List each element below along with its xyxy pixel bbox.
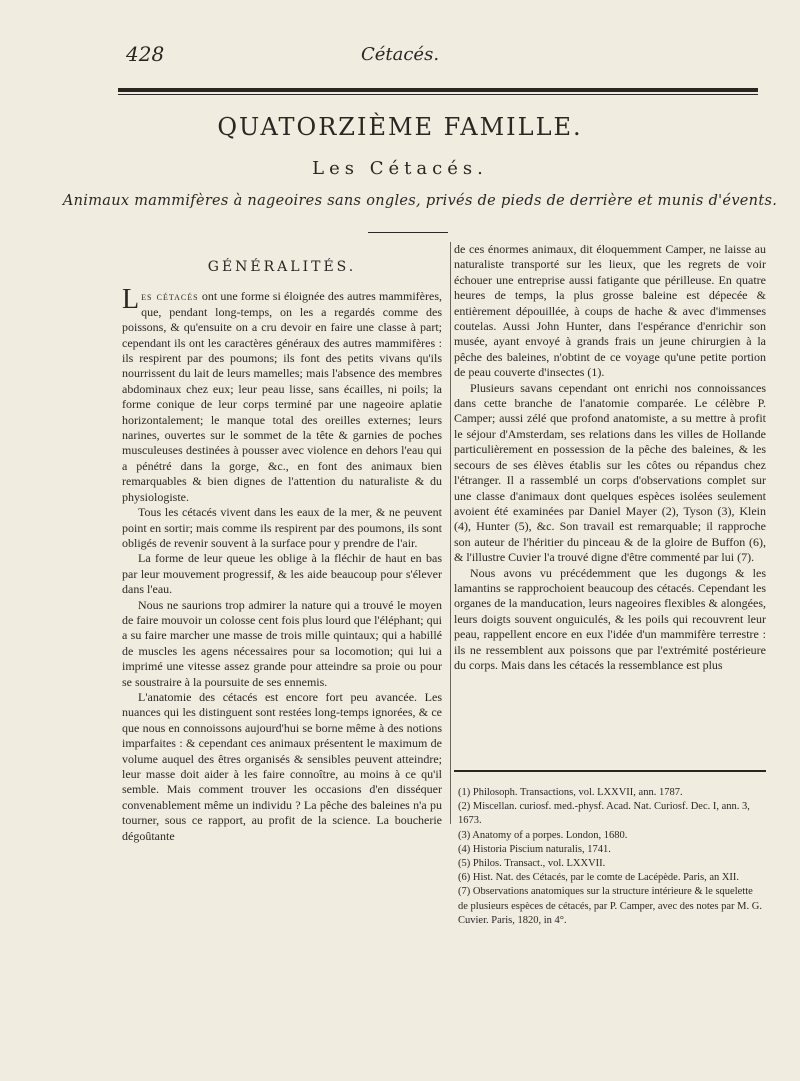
heading-rule <box>368 232 448 233</box>
footnotes <box>458 786 764 928</box>
footnote-4: (4) Historia Piscium naturalis, 1741. <box>458 843 611 855</box>
paragraph-4: Nous ne saurions trop admirer la nature qui a trouvé le moyen de faire mouvoir un colosse cent fois plus lourd que l'éléphant; qui a su faire marcher une masse de trois mille quintaux; qui a habillé de muscles les agens nécessaires pour sa locomotion; qui lui a imprimé une vitesse assez grande pour atteindre sa proie ou pour se soustraire à la poursuite de ses ennemis. <box>122 597 442 689</box>
section-title: GÉNÉRALITÉS. <box>207 259 357 275</box>
paragraph-7: Plusieurs savans cependant ont enrichi nos connoissances dans cette branche de l'anatomie comparée. Le célèbre P. Camper; aussi zélé que profond anatomiste, a su mettre à profit le séjour d'Amsterdam, ses relations dans les villes de Hollande particulièrement en possession de la pêche des baleines, & les secours de ses élèves établis sur les côtes ou répandus chez l'étranger. Il a rassemblé un corps d'observations complet sur une classe d'animaux dont quelques espèces isolées seulement avoient été examinées par Daniel Mayer (2), Tyson (3), Klein (4), Hunter (5), &c. Son travail est remarquable; il rapproche son auteur de l'héritier du pinceau & de la gloire de Buffon (6), & l'illustre Cuvier l'a trouvé digne d'être commenté par lui (7). <box>454 380 766 565</box>
running-title: Cétacés. <box>360 44 440 65</box>
paragraph-1-text: ont une forme si éloignée des autres mammifères, que, pendant long-temps, on les a regardés comme des poissons, & qu'ensuite on a cru devoir en faire une classe à part; cependant ils ont les caractères généraux des autres mammifères : ils respirent par des poumons; ils font des petits vivans qu'ils nourrissent du lait de leurs mamelles; mais l'absence des membres abdominaux chez eux; leur peau lisse, sans écailles, ni poils; la forme conique de leur corps terminé par une nageoire aplatie horizontalement; le manque total des oreilles externes; leurs narines, ouvertes sur le sommet de la tête & garnies de poches musculeuses destinées à pousser avec violence en dehors l'eau qui a pénétré dans la gorge, &c., en font des animaux bien remarquables & bien dignes de l'attention du naturaliste & du physiologiste. <box>122 289 442 504</box>
family-subtitle: Animaux mammifères à nageoires sans ongles, privés de pieds de derrière et munis d'évents. <box>62 193 778 209</box>
footnote-6: (6) Hist. Nat. des Cétacés, par le comte de Lacépède. Paris, an XII. <box>458 872 740 884</box>
footnote-rule <box>454 770 766 772</box>
right-column <box>454 242 766 673</box>
footnote-1: (1) Philosoph. Transactions, vol. LXXVII, ann. 1787. <box>458 787 683 798</box>
family-title: QUATORZIÈME FAMILLE. <box>217 113 583 141</box>
drop-cap: L <box>122 284 140 316</box>
paragraph-2: Tous les cétacés vivent dans les eaux de la mer, & ne peuvent point en sortir; mais comme ils respirent par des poumons, ils sont obligés de revenir souvent à la surface pour y prendre de l'air. <box>122 505 442 550</box>
page-header <box>0 0 800 80</box>
column-divider <box>450 242 451 824</box>
paragraph-5: L'anatomie des cétacés est encore fort peu avancée. Les nuances qui les distinguent sont restées long-temps ignorées, & ce que nous en connoissons aujourd'hui se borne même à des notions imparfaites : & cependant ces animaux présentent le maximum de volume auquel des êtres organisés & sensibles peuvent atteindre; leur masse doit aider à les faire connoître, au moins à ce qu'il semble. Mais comment trouver les occasions d'en disséquer convenablement même un individu ? La pêche des baleines n'a pu tourner, sous ce rapport, au profit de la science. La boucherie dégoûtante <box>122 689 442 843</box>
header-thin-rule <box>118 94 758 95</box>
first-words: es cétacés <box>141 289 199 304</box>
order-title: Les Cétacés. <box>312 158 488 179</box>
left-column <box>122 260 442 844</box>
paragraph-1 <box>122 284 442 505</box>
footnote-3: (3) Anatomy of a porpes. London, 1680. <box>458 829 628 841</box>
footnote-7: (7) Observations anatomiques sur la structure intérieure & le squelette de plusieurs espèces de cétacés, par P. Camper, avec des notes par M. G. Cuvier. Paris, 1820, in 4°. <box>458 886 762 926</box>
footnote-5: (5) Philos. Transact., vol. LXXVII. <box>458 858 606 870</box>
paragraph-8: Nous avons vu précédemment que les dugongs & les lamantins se rapprochoient beaucoup des cétacés. Cependant les organes de la manducation, leurs nageoires flexibles & alongées, leurs doigts souvent onguiculés, & les poils qui recouvrent leur peau, rappellent encore en eux l'idée d'un mammifère terrestre : ils ne ressemblent aux poissons que par l'extrémité postérieure du corps. Mais dans les cétacés la ressemblance est plus <box>454 565 766 672</box>
paragraph-6: de ces énormes animaux, dit éloquemment Camper, ne laisse au naturaliste transporté sur les lieux, que les regrets de voir échouer une entreprise aussi fatigante que périlleuse. En quatre heures de temps, la plus grosse baleine est dépecée & entièrement dépouillée, à coups de hache & avec d'immenses coutelas. Aussi John Hunter, dans l'espérance d'enrichir son musée, ayant envoyé à grands frais un jeune chirurgien à la pêche des baleines, n'obtint de ce voyage qu'une petite portion de peau couverte d'insectes (1). <box>454 242 766 380</box>
header-thick-rule <box>118 88 758 92</box>
page-number: 428 <box>126 42 165 66</box>
footnote-2: (2) Miscellan. curiosf. med.-physf. Acad. Nat. Curiosf. Dec. I, ann. 3, 1673. <box>458 801 750 827</box>
paragraph-3: La forme de leur queue les oblige à la fléchir de haut en bas par leur mouvement progressif, & les aide beaucoup pour s'élever dans l'eau. <box>122 551 442 597</box>
